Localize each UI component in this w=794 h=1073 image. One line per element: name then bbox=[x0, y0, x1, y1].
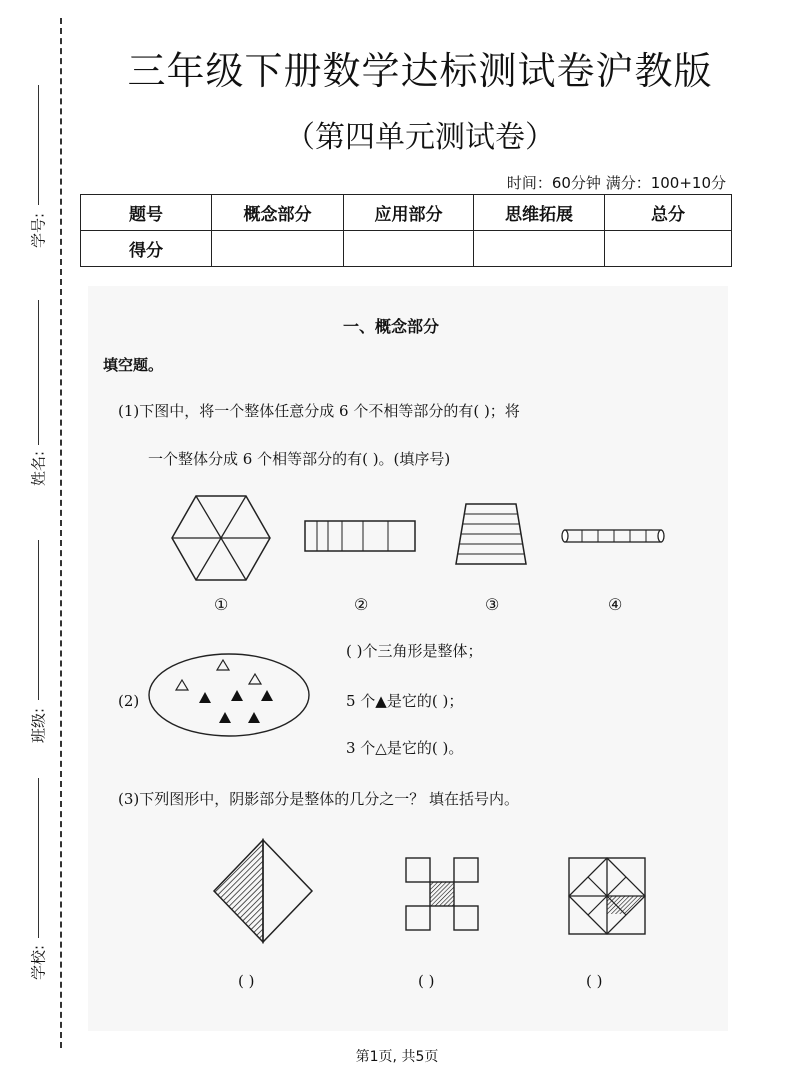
q3-answer-blank[interactable]: ( ) bbox=[238, 972, 255, 990]
page-subtitle: （第四单元测试卷） bbox=[285, 120, 555, 155]
score-table-score-row bbox=[81, 231, 732, 267]
trapezoid-figure bbox=[454, 502, 528, 566]
score-cell-application[interactable] bbox=[344, 231, 474, 267]
binding-dashed-line bbox=[60, 18, 62, 1048]
cylinder-rod-figure bbox=[560, 528, 666, 544]
page-footer: 第1页, 共5页 bbox=[355, 1049, 439, 1065]
score-cell-concept[interactable] bbox=[212, 231, 344, 267]
rectangle-strips-figure bbox=[304, 520, 416, 552]
figure-label: ④ bbox=[608, 595, 623, 614]
score-header-cell: 应用部分 bbox=[344, 195, 474, 231]
score-header-cell: 题号 bbox=[81, 195, 212, 231]
figure-label: ③ bbox=[485, 595, 500, 614]
score-cell-thinking[interactable] bbox=[474, 231, 605, 267]
score-header-cell: 概念部分 bbox=[212, 195, 344, 231]
student-id-line bbox=[38, 85, 39, 205]
q2-text-line1: ( )个三角形是整体； bbox=[346, 642, 483, 660]
square-triangles-shaded-figure bbox=[567, 856, 647, 936]
q3-text: (3)下列图形中，阴影部分是整体的几分之一？ 填在括号内。 bbox=[118, 790, 520, 808]
triangles-ellipse-figure bbox=[147, 652, 311, 738]
score-table bbox=[80, 194, 732, 267]
school-label: 学校: bbox=[29, 944, 48, 981]
score-table-header-row bbox=[81, 195, 732, 231]
name-label: 姓名: bbox=[29, 450, 48, 487]
part-label: 填空题。 bbox=[103, 356, 164, 374]
section-heading: 一、概念部分 bbox=[343, 317, 440, 336]
q2-text-line2: 5 个▲是它的( )； bbox=[346, 692, 464, 710]
q2-text-line3: 3 个△是它的( )。 bbox=[346, 739, 464, 757]
score-header-cell: 总分 bbox=[605, 195, 732, 231]
figure-label: ① bbox=[214, 595, 229, 614]
score-cell-total[interactable] bbox=[605, 231, 732, 267]
q3-answer-blank[interactable]: ( ) bbox=[586, 972, 603, 990]
cross-squares-shaded-figure bbox=[404, 856, 480, 932]
student-id-label: 学号: bbox=[29, 212, 48, 249]
page-title: 三年级下册数学达标测试卷沪教版 bbox=[127, 49, 713, 93]
figure-label: ② bbox=[354, 595, 369, 614]
score-row-label: 得分 bbox=[81, 231, 212, 267]
q1-text-line2: 一个整体分成 6 个相等部分的有( )。(填序号) bbox=[148, 450, 451, 468]
school-line bbox=[38, 778, 39, 938]
q1-text-line1: (1)下图中，将一个整体任意分成 6 个不相等部分的有( )；将 bbox=[118, 402, 520, 420]
class-label: 班级: bbox=[29, 707, 48, 744]
q2-label: (2) bbox=[118, 692, 140, 710]
diamond-half-shaded-figure bbox=[212, 838, 314, 944]
exam-meta: 时间：60分钟 满分：100+10分 bbox=[506, 174, 726, 192]
class-line bbox=[38, 540, 39, 700]
name-line bbox=[38, 300, 39, 445]
hexagon-figure bbox=[170, 494, 272, 582]
score-header-cell: 思维拓展 bbox=[474, 195, 605, 231]
q3-answer-blank[interactable]: ( ) bbox=[418, 972, 435, 990]
